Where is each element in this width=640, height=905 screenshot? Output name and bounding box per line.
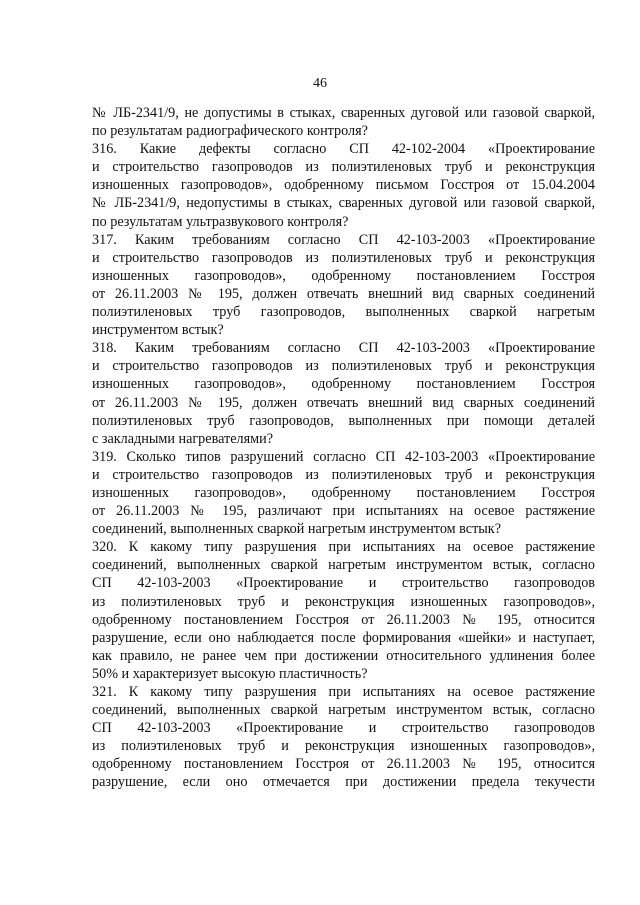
text-line: по результатам ультразвукового контроля?: [92, 213, 349, 230]
text-line: полиэтиленовых труб газопроводов, выполненных сваркой нагретым: [92, 304, 595, 321]
text-line: как правило, не ранее чем при достижении относительного удлинения более: [92, 647, 595, 664]
text-line: от 26.11.2003 № 195, должен отвечать внешний вид сварных соединений: [92, 394, 595, 411]
text-line: одобренному постановлением Госстроя от 26.11.2003 № 195, относится: [92, 611, 595, 628]
text-line: полиэтиленовых труб газопроводов, выполненных при помощи деталей: [92, 412, 595, 429]
text-line: от 26.11.2003 № 195, должен отвечать внешний вид сварных соединений: [92, 285, 595, 302]
text-line: 316. Какие дефекты согласно СП 42-102-2004 «Проектирование: [92, 141, 595, 158]
text-line: и строительство газопроводов из полиэтиленовых труб и реконструкция: [92, 466, 595, 483]
text-line: изношенных газопроводов», одобренному постановлением Госстроя: [92, 484, 595, 501]
document-body: [92, 104, 595, 792]
text-line: по результатам радиографического контроля?: [92, 123, 368, 140]
text-line: от 26.11.2003 № 195, различают при испытаниях на осевое растяжение: [92, 503, 595, 520]
text-line: 320. К какому типу разрушения при испытаниях на осевое растяжение: [92, 539, 595, 556]
text-line: из полиэтиленовых труб и реконструкция изношенных газопроводов»,: [92, 593, 595, 610]
text-line: 50% и характеризует высокую пластичность?: [92, 665, 368, 682]
text-line: № ЛБ-2341/9, не допустимы в стыках, сваренных дуговой или газовой сваркой,: [92, 105, 595, 121]
text-line: 319. Сколько типов разрушений согласно СП 42-103-2003 «Проектирование: [92, 448, 595, 465]
text-line: изношенных газопроводов», одобренному письмом Госстроя от 15.04.2004: [92, 177, 595, 194]
text-line: СП 42-103-2003 «Проектирование и строительство газопроводов: [92, 720, 595, 737]
text-line: соединений, выполненных сваркой нагретым инструментом встык, согласно: [92, 557, 595, 574]
text-line: изношенных газопроводов», одобренному постановлением Госстроя: [92, 376, 595, 393]
text-line: с закладными нагревателями?: [92, 430, 273, 447]
text-line: инструментом встык?: [92, 322, 224, 339]
text-line: 317. Каким требованиям согласно СП 42-103-2003 «Проектирование: [92, 231, 595, 248]
text-line: одобренному постановлением Госстроя от 26.11.2003 № 195, относится: [92, 756, 595, 773]
text-line: соединений, выполненных сваркой нагретым инструментом встык, согласно: [92, 702, 595, 719]
text-line: 321. К какому типу разрушения при испытаниях на осевое растяжение: [92, 684, 595, 700]
text-line: из полиэтиленовых труб и реконструкция изношенных газопроводов»,: [92, 738, 595, 755]
text-line: и строительство газопроводов из полиэтиленовых труб и реконструкция: [92, 358, 595, 375]
text-line: 318. Каким требованиям согласно СП 42-103-2003 «Проектирование: [92, 340, 595, 357]
text-line: разрушение, если оно отмечается при достижении предела текучести: [92, 774, 595, 791]
text-line: изношенных газопроводов», одобренному постановлением Госстроя: [92, 267, 595, 284]
text-line: СП 42-103-2003 «Проектирование и строительство газопроводов: [92, 575, 595, 592]
text-line: и строительство газопроводов из полиэтиленовых труб и реконструкция: [92, 159, 595, 176]
text-line: № ЛБ-2341/9, недопустимы в стыках, сваренных дуговой или газовой сваркой,: [92, 195, 595, 212]
text-line: разрушение, если оно наблюдается после формирования «шейки» и наступает,: [92, 629, 595, 646]
text-line: и строительство газопроводов из полиэтиленовых труб и реконструкция: [92, 249, 595, 266]
page-number: 46: [313, 76, 327, 91]
text-line: соединений, выполненных сваркой нагретым инструментом встык?: [92, 521, 501, 538]
